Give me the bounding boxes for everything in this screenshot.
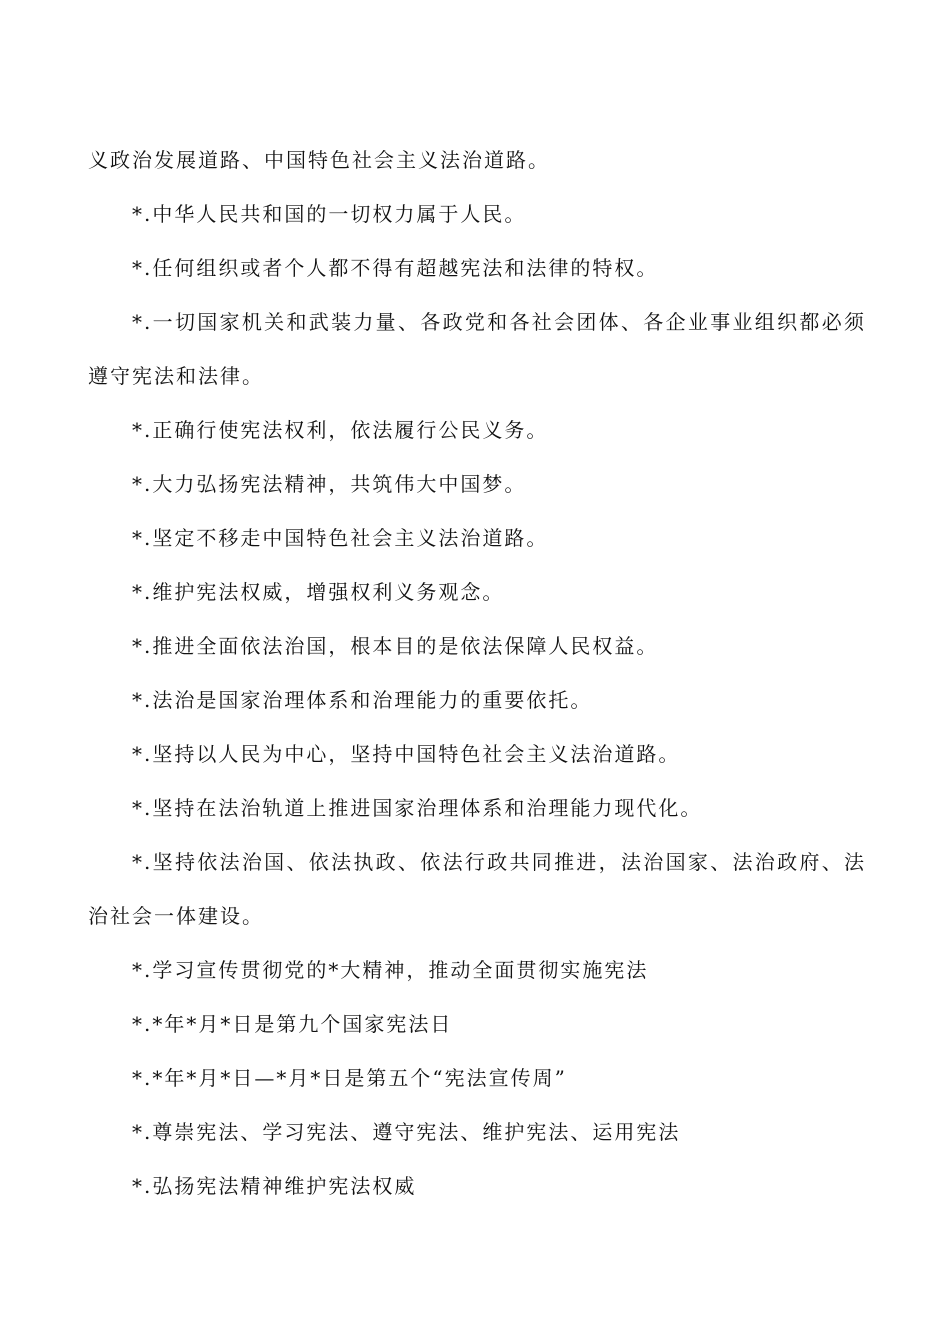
- list-item: *.坚持依法治国、依法执政、依法行政共同推进，法治国家、法治政府、法治社会一体建设。: [88, 850, 866, 928]
- list-item: *.坚持以人民为中心，坚持中国特色社会主义法治道路。: [132, 742, 681, 766]
- list-item: *.法治是国家治理体系和治理能力的重要依托。: [132, 688, 593, 712]
- list-item: *.维护宪法权威，增强权利义务观念。: [132, 580, 505, 604]
- list-item: *.学习宣传贯彻党的*大精神，推动全面贯彻实施宪法: [132, 958, 649, 982]
- list-item: *.任何组织或者个人都不得有超越宪法和法律的特权。: [132, 256, 659, 280]
- list-item: *.中华人民共和国的一切权力属于人民。: [132, 202, 527, 226]
- list-item: *.推进全面依法治国，根本目的是依法保障人民权益。: [132, 634, 659, 658]
- list-item: *.弘扬宪法精神维护宪法权威: [132, 1174, 417, 1198]
- list-item: *.尊崇宪法、学习宪法、遵守宪法、维护宪法、运用宪法: [132, 1120, 681, 1144]
- list-item: *.正确行使宪法权利，依法履行公民义务。: [132, 418, 549, 442]
- list-item: *.坚定不移走中国特色社会主义法治道路。: [132, 526, 549, 550]
- list-item: *.一切国家机关和武装力量、各政党和各社会团体、各企业事业组织都必须遵守宪法和法律。: [88, 310, 866, 388]
- list-item: *.大力弘扬宪法精神，共筑伟大中国梦。: [132, 472, 527, 496]
- document-body: [88, 133, 866, 1213]
- list-item: *.*年*月*日是第九个国家宪法日: [132, 1012, 453, 1036]
- list-item: *.*年*月*日—*月*日是第五个“宪法宣传周”: [132, 1066, 567, 1090]
- continuation-paragraph: 义政治发展道路、中国特色社会主义法治道路。: [88, 148, 550, 172]
- list-item: *.坚持在法治轨道上推进国家治理体系和治理能力现代化。: [132, 796, 703, 820]
